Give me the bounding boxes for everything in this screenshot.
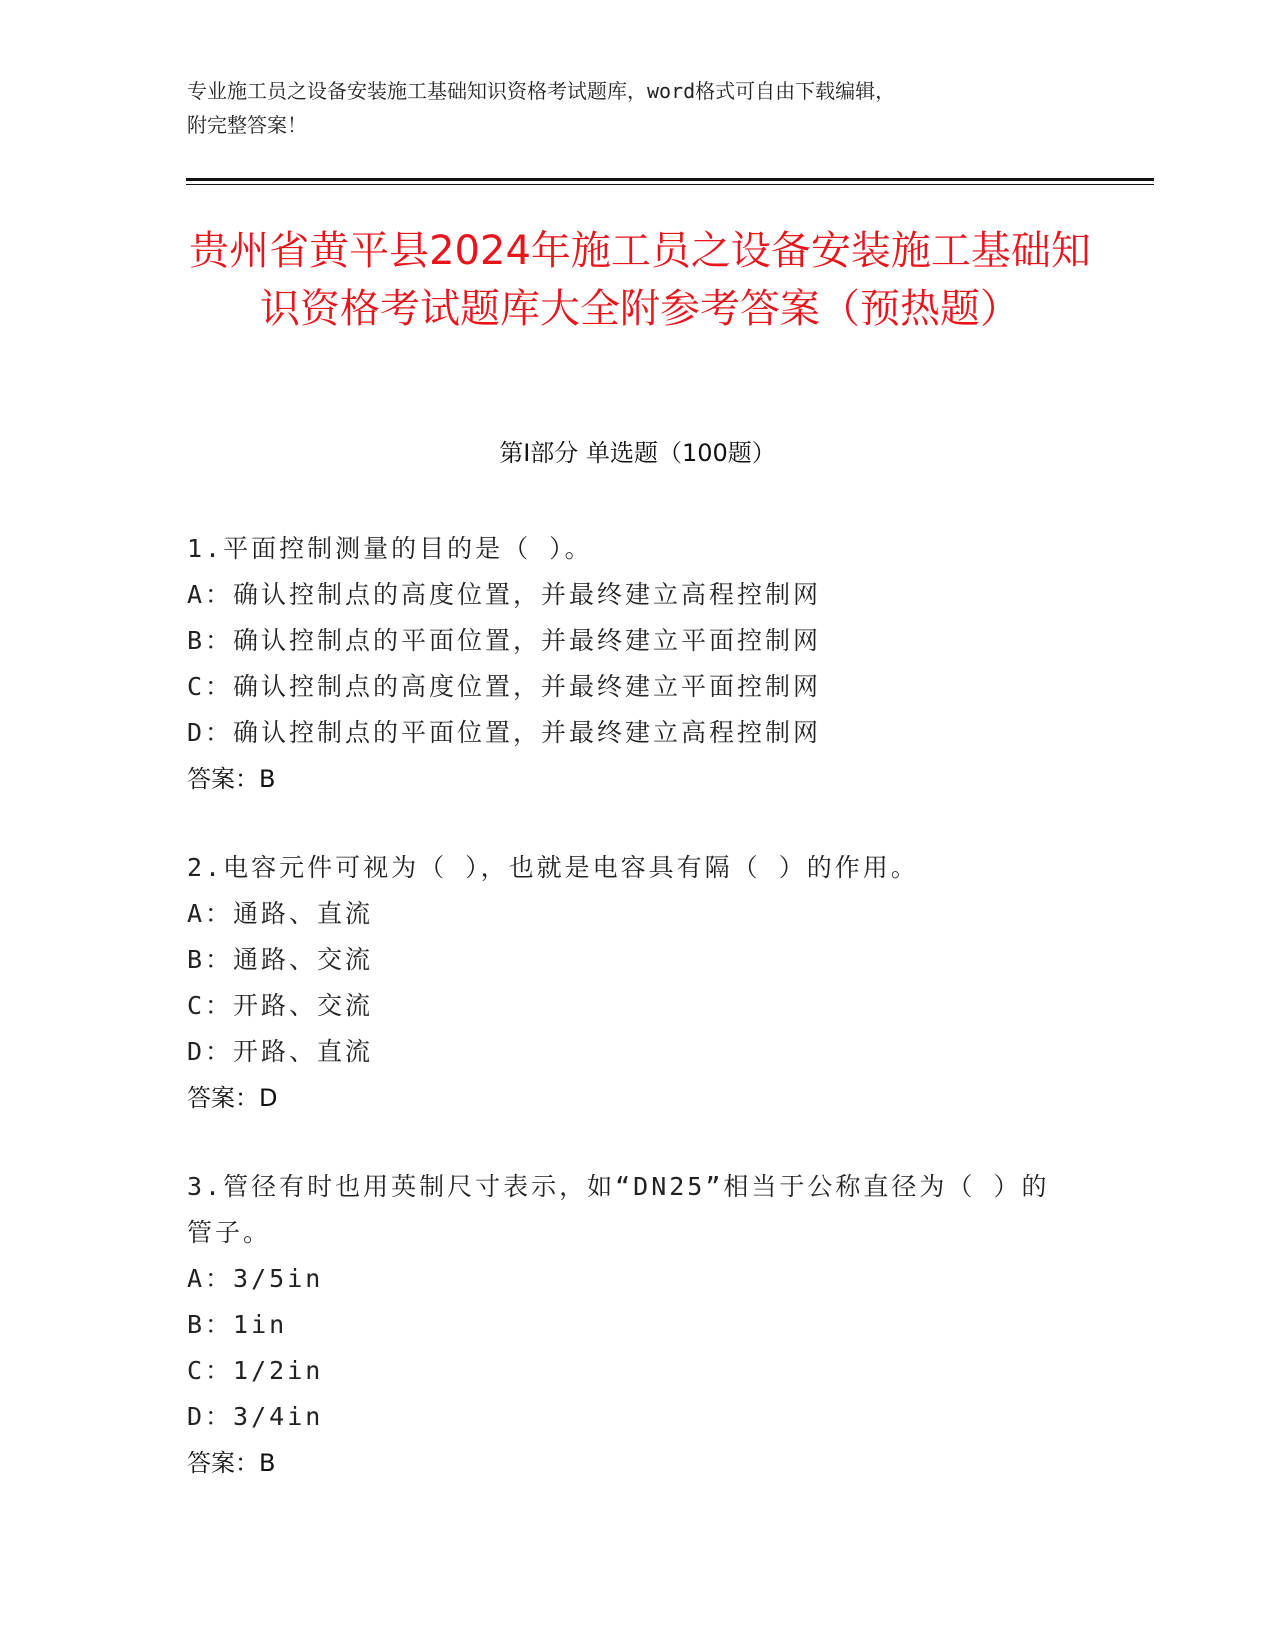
option-d: D：开路、直流 [187,1037,374,1066]
answer-label: 答案：B [187,1449,276,1477]
question-stem: 3.管径有时也用英制尺寸表示，如“DN25”相当于公称直径为（ ）的管子。 [187,1172,1050,1247]
question-2 [187,845,1087,1121]
header-divider-thick [186,178,1154,181]
header-note-line-2: 附完整答案！ [187,113,307,137]
question-stem: 2.电容元件可视为（ ），也就是电容具有隔（ ）的作用。 [187,853,919,882]
option-d: D：确认控制点的平面位置，并最终建立高程控制网 [187,718,822,747]
answer-label: 答案：B [187,765,276,793]
option-a: A：通路、直流 [187,899,374,928]
option-b: B：1in [187,1310,288,1339]
option-c: C：1/2in [187,1356,324,1385]
document-title: 贵州省黄平县2024年施工员之设备安装施工基础知识资格考试题库大全附参考答案（预热题） [189,228,1091,332]
option-a: A：3/5in [187,1264,324,1293]
question-1 [187,526,1087,802]
option-b: B：通路、交流 [187,945,374,974]
section-heading: 第I部分 单选题（100题） [499,439,776,467]
answer-label: 答案：D [187,1084,278,1112]
option-b: B：确认控制点的平面位置，并最终建立平面控制网 [187,626,822,655]
header-note [187,74,1087,142]
option-d: D：3/4in [187,1402,324,1431]
option-c: C：开路、交流 [187,991,374,1020]
header-divider-thin [186,184,1154,185]
header-note-line-1: 专业施工员之设备安装施工基础知识资格考试题库，word格式可自由下载编辑， [187,79,896,103]
question-3 [187,1164,1087,1486]
option-a: A：确认控制点的高度位置，并最终建立高程控制网 [187,580,822,609]
option-c: C：确认控制点的高度位置，并最终建立平面控制网 [187,672,822,701]
question-stem: 1.平面控制测量的目的是（ ）。 [187,534,593,563]
